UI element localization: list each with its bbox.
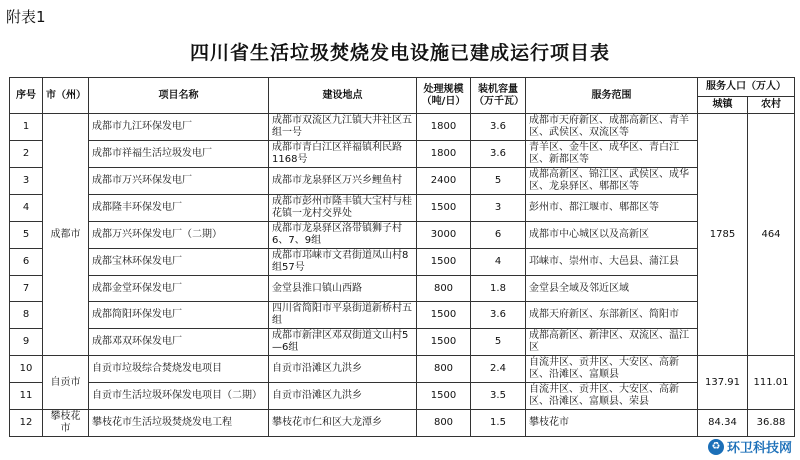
cell-power: 3 bbox=[471, 195, 526, 222]
cell-urban-chengdu: 1785 bbox=[698, 114, 748, 356]
cell-project: 攀枝花市生活垃圾焚烧发电工程 bbox=[89, 410, 269, 437]
cell-seq: 10 bbox=[10, 356, 43, 383]
header-population: 服务人口（万人） bbox=[698, 78, 795, 97]
cell-urban-zigong: 137.91 bbox=[698, 356, 748, 410]
cell-seq: 12 bbox=[10, 410, 43, 437]
cell-location: 成都市新津区邓双街道文山村5—6组 bbox=[269, 329, 417, 356]
table-row bbox=[10, 276, 795, 302]
cell-project: 成都万兴环保发电厂（二期） bbox=[89, 222, 269, 249]
header-capacity-process: 处理规模（吨/日） bbox=[417, 78, 471, 114]
cell-service: 成都市天府新区、成都高新区、青羊区、武侯区、双流区等 bbox=[526, 114, 698, 141]
cell-service: 自流井区、贡井区、大安区、高新区、沿滩区、富顺县、荣县 bbox=[526, 383, 698, 410]
cell-location: 成都市龙泉驿区万兴乡鲤鱼村 bbox=[269, 168, 417, 195]
header-urban: 城镇 bbox=[698, 97, 748, 114]
header-location: 建设地点 bbox=[269, 78, 417, 114]
cell-process: 2400 bbox=[417, 168, 471, 195]
cell-seq: 2 bbox=[10, 141, 43, 168]
cell-process: 1800 bbox=[417, 141, 471, 168]
cell-urban-panzhihua: 84.34 bbox=[698, 410, 748, 437]
table-row bbox=[10, 383, 795, 410]
cell-city-panzhihua: 攀枝花市 bbox=[43, 410, 89, 437]
table-row bbox=[10, 329, 795, 356]
cell-power: 3.6 bbox=[471, 141, 526, 168]
attachment-label: 附表1 bbox=[6, 8, 46, 26]
cell-power: 2.4 bbox=[471, 356, 526, 383]
cell-location: 自贡市沿滩区九洪乡 bbox=[269, 383, 417, 410]
cell-project: 自贡市生活垃圾环保发电项目（二期） bbox=[89, 383, 269, 410]
cell-service: 成都市中心城区以及高新区 bbox=[526, 222, 698, 249]
header-rural: 农村 bbox=[748, 97, 795, 114]
table-row bbox=[10, 222, 795, 249]
cell-power: 6 bbox=[471, 222, 526, 249]
cell-process: 1500 bbox=[417, 249, 471, 276]
cell-location: 成都市邛崃市文君街道凤山村8组57号 bbox=[269, 249, 417, 276]
cell-project: 成都简阳环保发电厂 bbox=[89, 302, 269, 329]
cell-power: 4 bbox=[471, 249, 526, 276]
cell-project: 成都市九江环保发电厂 bbox=[89, 114, 269, 141]
cell-seq: 3 bbox=[10, 168, 43, 195]
cell-seq: 4 bbox=[10, 195, 43, 222]
table-row bbox=[10, 356, 795, 383]
cell-service: 彭州市、都江堰市、郫都区等 bbox=[526, 195, 698, 222]
table-row bbox=[10, 410, 795, 437]
cell-project: 成都宝林环保发电厂 bbox=[89, 249, 269, 276]
cell-location: 成都市彭州市隆丰镇大宝村与桂花镇一龙村交界处 bbox=[269, 195, 417, 222]
cell-service: 成都高新区、锦江区、武侯区、成华区、龙泉驿区、郫都区等 bbox=[526, 168, 698, 195]
table-row bbox=[10, 249, 795, 276]
watermark-logo-icon: ♻ bbox=[708, 439, 724, 455]
cell-seq: 7 bbox=[10, 276, 43, 302]
cell-service: 攀枝花市 bbox=[526, 410, 698, 437]
cell-location: 金堂县淮口镇山西路 bbox=[269, 276, 417, 302]
cell-service: 自流井区、贡井区、大安区、高新区、沿滩区、富顺县 bbox=[526, 356, 698, 383]
watermark-text: 环卫科技网 bbox=[726, 441, 792, 456]
header-seq: 序号 bbox=[10, 78, 43, 114]
cell-service: 成都高新区、新津区、双流区、温江区 bbox=[526, 329, 698, 356]
cell-service: 邛崃市、崇州市、大邑县、蒲江县 bbox=[526, 249, 698, 276]
cell-location: 自贡市沿滩区九洪乡 bbox=[269, 356, 417, 383]
table-row bbox=[10, 141, 795, 168]
cell-location: 成都市青白江区祥福镇利民路1168号 bbox=[269, 141, 417, 168]
table-row bbox=[10, 114, 795, 141]
cell-process: 1500 bbox=[417, 195, 471, 222]
table-row bbox=[10, 195, 795, 222]
cell-process: 3000 bbox=[417, 222, 471, 249]
cell-seq: 5 bbox=[10, 222, 43, 249]
cell-power: 3.5 bbox=[471, 383, 526, 410]
cell-power: 3.6 bbox=[471, 114, 526, 141]
cell-process: 1500 bbox=[417, 329, 471, 356]
cell-seq: 1 bbox=[10, 114, 43, 141]
cell-process: 1800 bbox=[417, 114, 471, 141]
cell-power: 5 bbox=[471, 168, 526, 195]
header-city: 市（州） bbox=[43, 78, 89, 114]
cell-service: 成都天府新区、东部新区、简阳市 bbox=[526, 302, 698, 329]
cell-project: 成都市万兴环保发电厂 bbox=[89, 168, 269, 195]
cell-seq: 11 bbox=[10, 383, 43, 410]
table-row bbox=[10, 168, 795, 195]
cell-rural-chengdu: 464 bbox=[748, 114, 795, 356]
cell-location: 攀枝花市仁和区大龙潭乡 bbox=[269, 410, 417, 437]
cell-process: 1500 bbox=[417, 302, 471, 329]
cell-rural-zigong: 111.01 bbox=[748, 356, 795, 410]
cell-project: 成都金堂环保发电厂 bbox=[89, 276, 269, 302]
cell-project: 成都隆丰环保发电厂 bbox=[89, 195, 269, 222]
cell-seq: 6 bbox=[10, 249, 43, 276]
cell-seq: 9 bbox=[10, 329, 43, 356]
cell-service: 金堂县全域及邻近区域 bbox=[526, 276, 698, 302]
cell-location: 成都市龙泉驿区洛带镇狮子村6、7、9组 bbox=[269, 222, 417, 249]
cell-city-zigong: 自贡市 bbox=[43, 356, 89, 410]
cell-power: 1.5 bbox=[471, 410, 526, 437]
cell-project: 成都市祥福生活垃圾发电厂 bbox=[89, 141, 269, 168]
table-row bbox=[10, 302, 795, 329]
cell-process: 1500 bbox=[417, 383, 471, 410]
cell-project: 自贡市垃圾综合焚烧发电项目 bbox=[89, 356, 269, 383]
cell-service: 青羊区、金牛区、成华区、青白江区、新都区等 bbox=[526, 141, 698, 168]
cell-city-chengdu: 成都市 bbox=[43, 114, 89, 356]
cell-power: 3.6 bbox=[471, 302, 526, 329]
watermark bbox=[708, 437, 792, 456]
cell-rural-panzhihua: 36.88 bbox=[748, 410, 795, 437]
cell-process: 800 bbox=[417, 356, 471, 383]
cell-location: 成都市双流区九江镇大井社区五组一号 bbox=[269, 114, 417, 141]
page-title: 四川省生活垃圾焚烧发电设施已建成运行项目表 bbox=[189, 42, 610, 64]
projects-table bbox=[9, 77, 795, 437]
header-service-area: 服务范围 bbox=[526, 78, 698, 114]
cell-location: 四川省简阳市平泉街道新桥村五组 bbox=[269, 302, 417, 329]
cell-project: 成都邓双环保发电厂 bbox=[89, 329, 269, 356]
cell-power: 1.8 bbox=[471, 276, 526, 302]
header-project: 项目名称 bbox=[89, 78, 269, 114]
header-capacity-power: 装机容量（万千瓦） bbox=[471, 78, 526, 114]
cell-process: 800 bbox=[417, 276, 471, 302]
cell-seq: 8 bbox=[10, 302, 43, 329]
cell-process: 800 bbox=[417, 410, 471, 437]
cell-power: 5 bbox=[471, 329, 526, 356]
